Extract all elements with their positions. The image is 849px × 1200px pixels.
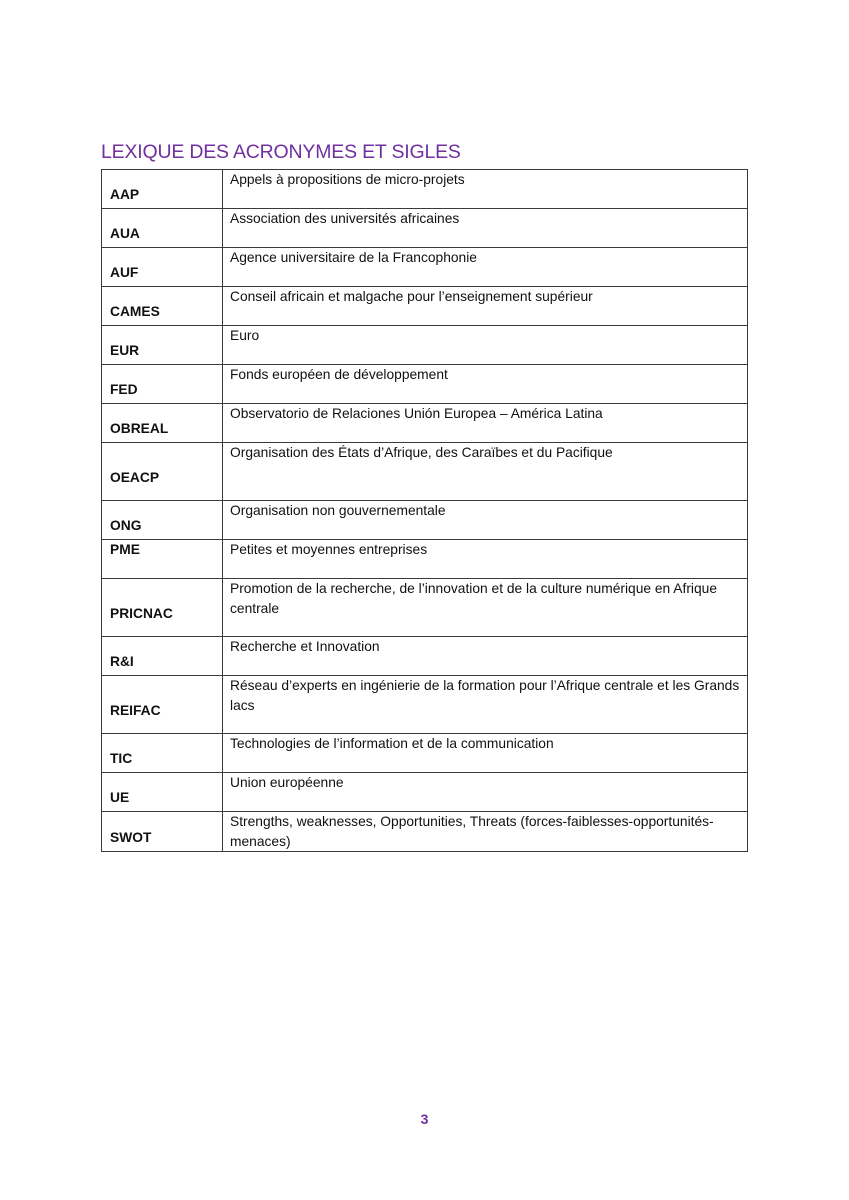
acronym-definition: Euro	[223, 326, 748, 365]
acronym-definition: Organisation des États d’Afrique, des Caraïbes et du Pacifique	[223, 443, 748, 501]
acronym-code: PME	[102, 540, 223, 579]
page-title: LEXIQUE DES ACRONYMES ET SIGLES	[101, 141, 461, 163]
acronym-code: R&I	[102, 637, 223, 676]
table-row	[102, 637, 748, 676]
acronym-definition: Conseil africain et malgache pour l’enseignement supérieur	[223, 287, 748, 326]
table-row	[102, 404, 748, 443]
acronym-code: OBREAL	[102, 404, 223, 443]
acronym-code: FED	[102, 365, 223, 404]
acronym-definition: Technologies de l’information et de la communication	[223, 734, 748, 773]
table-row	[102, 209, 748, 248]
table-row	[102, 326, 748, 365]
acronym-definition: Strengths, weaknesses, Opportunities, Threats (forces-faiblesses-opportunités-menaces)	[223, 812, 748, 852]
acronym-code: ONG	[102, 501, 223, 540]
acronym-definition: Observatorio de Relaciones Unión Europea – América Latina	[223, 404, 748, 443]
acronym-code: EUR	[102, 326, 223, 365]
acronym-code: SWOT	[102, 812, 223, 852]
acronym-definition: Association des universités africaines	[223, 209, 748, 248]
table-row	[102, 287, 748, 326]
acronym-definition: Petites et moyennes entreprises	[223, 540, 748, 579]
table-row	[102, 443, 748, 501]
acronym-definition: Organisation non gouvernementale	[223, 501, 748, 540]
table-row	[102, 773, 748, 812]
acronym-code: OEACP	[102, 443, 223, 501]
acronym-definition: Promotion de la recherche, de l’innovation et de la culture numérique en Afrique centrale	[223, 579, 748, 637]
acronym-code: CAMES	[102, 287, 223, 326]
table-row	[102, 676, 748, 734]
table-row	[102, 248, 748, 287]
page-number: 3	[420, 1111, 429, 1127]
acronym-definition: Réseau d’experts en ingénierie de la formation pour l’Afrique centrale et les Grands lacs	[223, 676, 748, 734]
table-row	[102, 734, 748, 773]
acronym-definition: Recherche et Innovation	[223, 637, 748, 676]
table-row	[102, 540, 748, 579]
acronym-code: TIC	[102, 734, 223, 773]
acronym-definition: Agence universitaire de la Francophonie	[223, 248, 748, 287]
acronym-definition: Union européenne	[223, 773, 748, 812]
acronym-table	[101, 169, 748, 852]
acronym-definition: Appels à propositions de micro-projets	[223, 170, 748, 209]
table-row	[102, 579, 748, 637]
acronym-code: REIFAC	[102, 676, 223, 734]
table-row	[102, 501, 748, 540]
acronym-code: UE	[102, 773, 223, 812]
table-row	[102, 365, 748, 404]
acronym-code: AUF	[102, 248, 223, 287]
acronym-code: AUA	[102, 209, 223, 248]
acronym-code: PRICNAC	[102, 579, 223, 637]
acronym-code: AAP	[102, 170, 223, 209]
table-row	[102, 812, 748, 852]
acronym-definition: Fonds européen de développement	[223, 365, 748, 404]
table-row	[102, 170, 748, 209]
